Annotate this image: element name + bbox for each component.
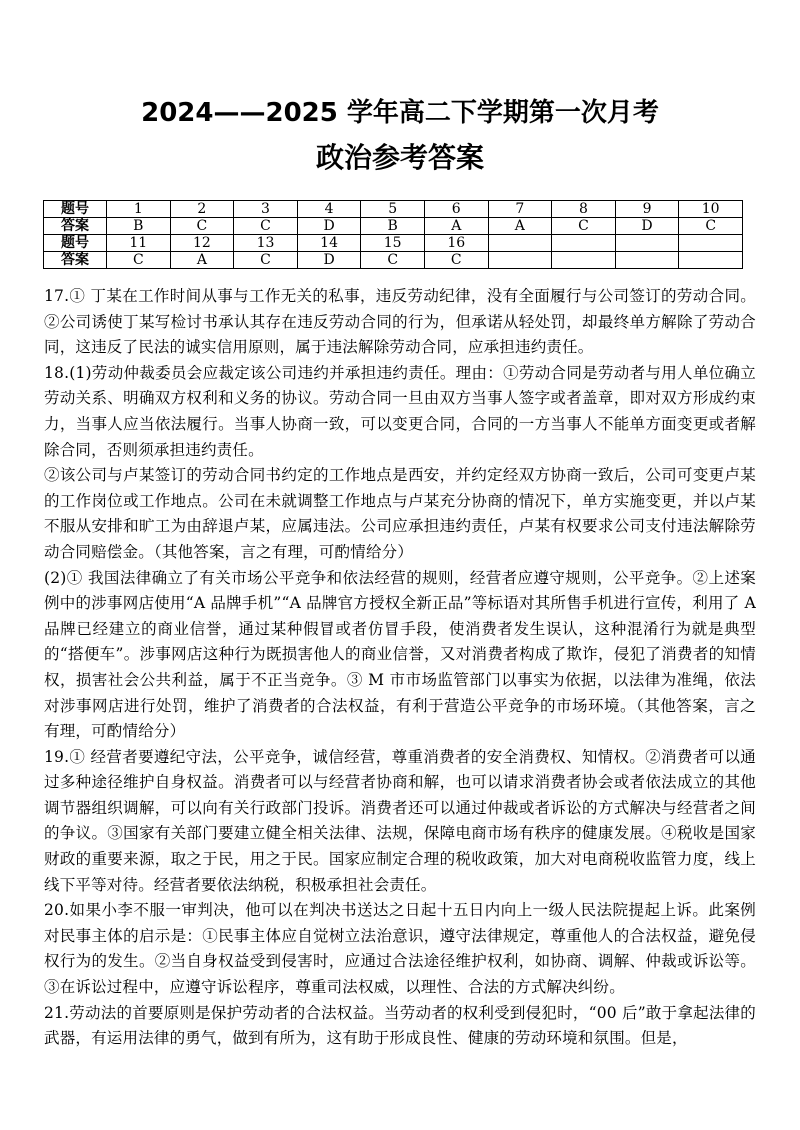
document-title: 2024——2025 学年高二下学期第一次月考 <box>141 98 659 128</box>
table-cell: 10 <box>679 201 743 218</box>
table-cell: D <box>297 252 361 269</box>
table-cell: C <box>234 218 298 235</box>
table-cell <box>552 235 616 252</box>
answer-20: 20.如果小李不服一审判决，他可以在判决书送达之日起十五日内向上一级人民法院提起上诉。此案例对民事主体的启示是：①民事主体应自觉树立法治意识，遵守法律规定，尊重他人的合法权益，避免侵权行为的发生。②当自身权益受到侵害时，应通过合法途径维护权利，如协商、调解、仲裁或诉讼等。③在诉讼过程中，应遵守诉讼程序，尊重司法权威，以理性、合法的方式解决纠纷。 <box>44 901 756 997</box>
table-cell: 5 <box>361 201 425 218</box>
table-cell <box>679 235 743 252</box>
table-cell: B <box>107 218 171 235</box>
table-cell: A <box>170 252 234 269</box>
table-cell: 9 <box>615 201 679 218</box>
table-cell: 14 <box>297 235 361 252</box>
answer-body <box>44 284 756 1052</box>
row-header: 题号 <box>44 201 107 218</box>
table-cell: 16 <box>424 235 488 252</box>
answer-18-1: 18.(1)劳动仲裁委员会应裁定该公司违约并承担违约责任。理由：①劳动合同是劳动者与用人单位确立劳动关系、明确双方权利和义务的协议。劳动合同一旦由双方当事人签字或者盖章，即对双方形成约束力，当事人应当依法履行。当事人协商一致，可以变更合同，合同的一方当事人不能单方面变更或者解除合同，否则须承担违约责任。 <box>44 363 756 459</box>
answer-21: 21.劳动法的首要原则是保护劳动者的合法权益。当劳动者的权利受到侵犯时，“00 后”敢于拿起法律的武器，有运用法律的勇气，做到有所为，这有助于形成良性、健康的劳动环境和氛围。但是， <box>44 1003 756 1048</box>
table-cell: 2 <box>170 201 234 218</box>
answer-18-1-point-2: ②该公司与卢某签订的劳动合同书约定的工作地点是西安，并约定经双方协商一致后，公司可变更卢某的工作岗位或工作地点。公司在未就调整工作地点与卢某充分协商的情况下，单方实施变更，并以卢某不服从安排和旷工为由辞退卢某，应属违法。公司应承担违约责任，卢某有权要求公司支付违法解除劳动合同赔偿金。（其他答案，言之有理，可酌情给分） <box>44 466 756 561</box>
table-cell: C <box>170 218 234 235</box>
answer-17: 17.① 丁某在工作时间从事与工作无关的私事，违反劳动纪律，没有全面履行与公司签订的劳动合同。②公司诱使丁某写检讨书承认其存在违反劳动合同的行为，但承诺从轻处罚，却最终单方解除了劳动合同，这违反了民法的诚实信用原则，属于违法解除劳动合同，应承担违约责任。 <box>44 287 756 357</box>
table-cell <box>679 252 743 269</box>
table-cell: C <box>424 252 488 269</box>
table-cell: C <box>234 252 298 269</box>
answer-19: 19.① 经营者要遵纪守法，公平竞争，诚信经营，尊重消费者的安全消费权、知情权。②消费者可以通过多种途径维护自身权益。消费者可以与经营者协商和解，也可以请求消费者协会或者依法成立的其他调节器组织调解，可以向有关行政部门投诉。消费者还可以通过仲裁或者诉讼的方式解决与经营者之间的争议。③国家有关部门要建立健全相关法律、法规，保障电商市场有秩序的健康发展。④税收是国家财政的重要来源，取之于民，用之于民。国家应制定合理的税收政策，加大对电商税收监管力度，线上线下平等对待。经营者要依法纳税，积极承担社会责任。 <box>44 747 756 894</box>
document-subtitle: 政治参考答案 <box>315 141 484 174</box>
table-cell: 4 <box>297 201 361 218</box>
answer-18-2: (2)① 我国法律确立了有关市场公平竞争和依法经营的规则，经营者应遵守规则，公平竞争。②上述案例中的涉事网店使用“A 品牌手机”“A 品牌官方授权全新正品”等标语对其所售手机进行宣传，利用了 A 品牌已经建立的商业信誉，通过某种假冒或者仿冒手段，使消费者发生误认，这种混淆行为就是典型的“搭便车”。涉事网店这种行为既损害他人的商业信誉，又对消费者构成了欺诈，侵犯了消费者的知情权，损害社会公共利益，属于不正当竞争。③ M 市市场监管部门以事实为依据，以法律为准绳，依法对涉事网店进行处罚，维护了消费者的合法权益，有利于营造公平竞争的市场环境。（其他答案，言之有理，可酌情给分） <box>44 568 756 741</box>
answer-table <box>43 200 743 269</box>
table-cell <box>552 252 616 269</box>
table-cell: C <box>552 218 616 235</box>
table-cell <box>615 235 679 252</box>
table-cell: 3 <box>234 201 298 218</box>
table-cell: 7 <box>488 201 552 218</box>
table-row <box>44 252 743 269</box>
table-cell <box>488 235 552 252</box>
table-cell: 8 <box>552 201 616 218</box>
table-cell: 15 <box>361 235 425 252</box>
table-row <box>44 218 743 235</box>
table-cell: 6 <box>424 201 488 218</box>
table-cell: C <box>361 252 425 269</box>
table-cell: B <box>361 218 425 235</box>
table-cell: A <box>488 218 552 235</box>
table-cell <box>488 252 552 269</box>
table-cell: 13 <box>234 235 298 252</box>
table-cell <box>615 252 679 269</box>
row-header: 答案 <box>44 218 107 235</box>
table-cell: 11 <box>107 235 171 252</box>
table-cell: 12 <box>170 235 234 252</box>
row-header: 答案 <box>44 252 107 269</box>
table-cell: A <box>424 218 488 235</box>
table-row <box>44 235 743 252</box>
table-cell: D <box>297 218 361 235</box>
row-header: 题号 <box>44 235 107 252</box>
table-cell: D <box>615 218 679 235</box>
table-cell: C <box>679 218 743 235</box>
table-row <box>44 201 743 218</box>
table-cell: 1 <box>107 201 171 218</box>
table-cell: C <box>107 252 171 269</box>
